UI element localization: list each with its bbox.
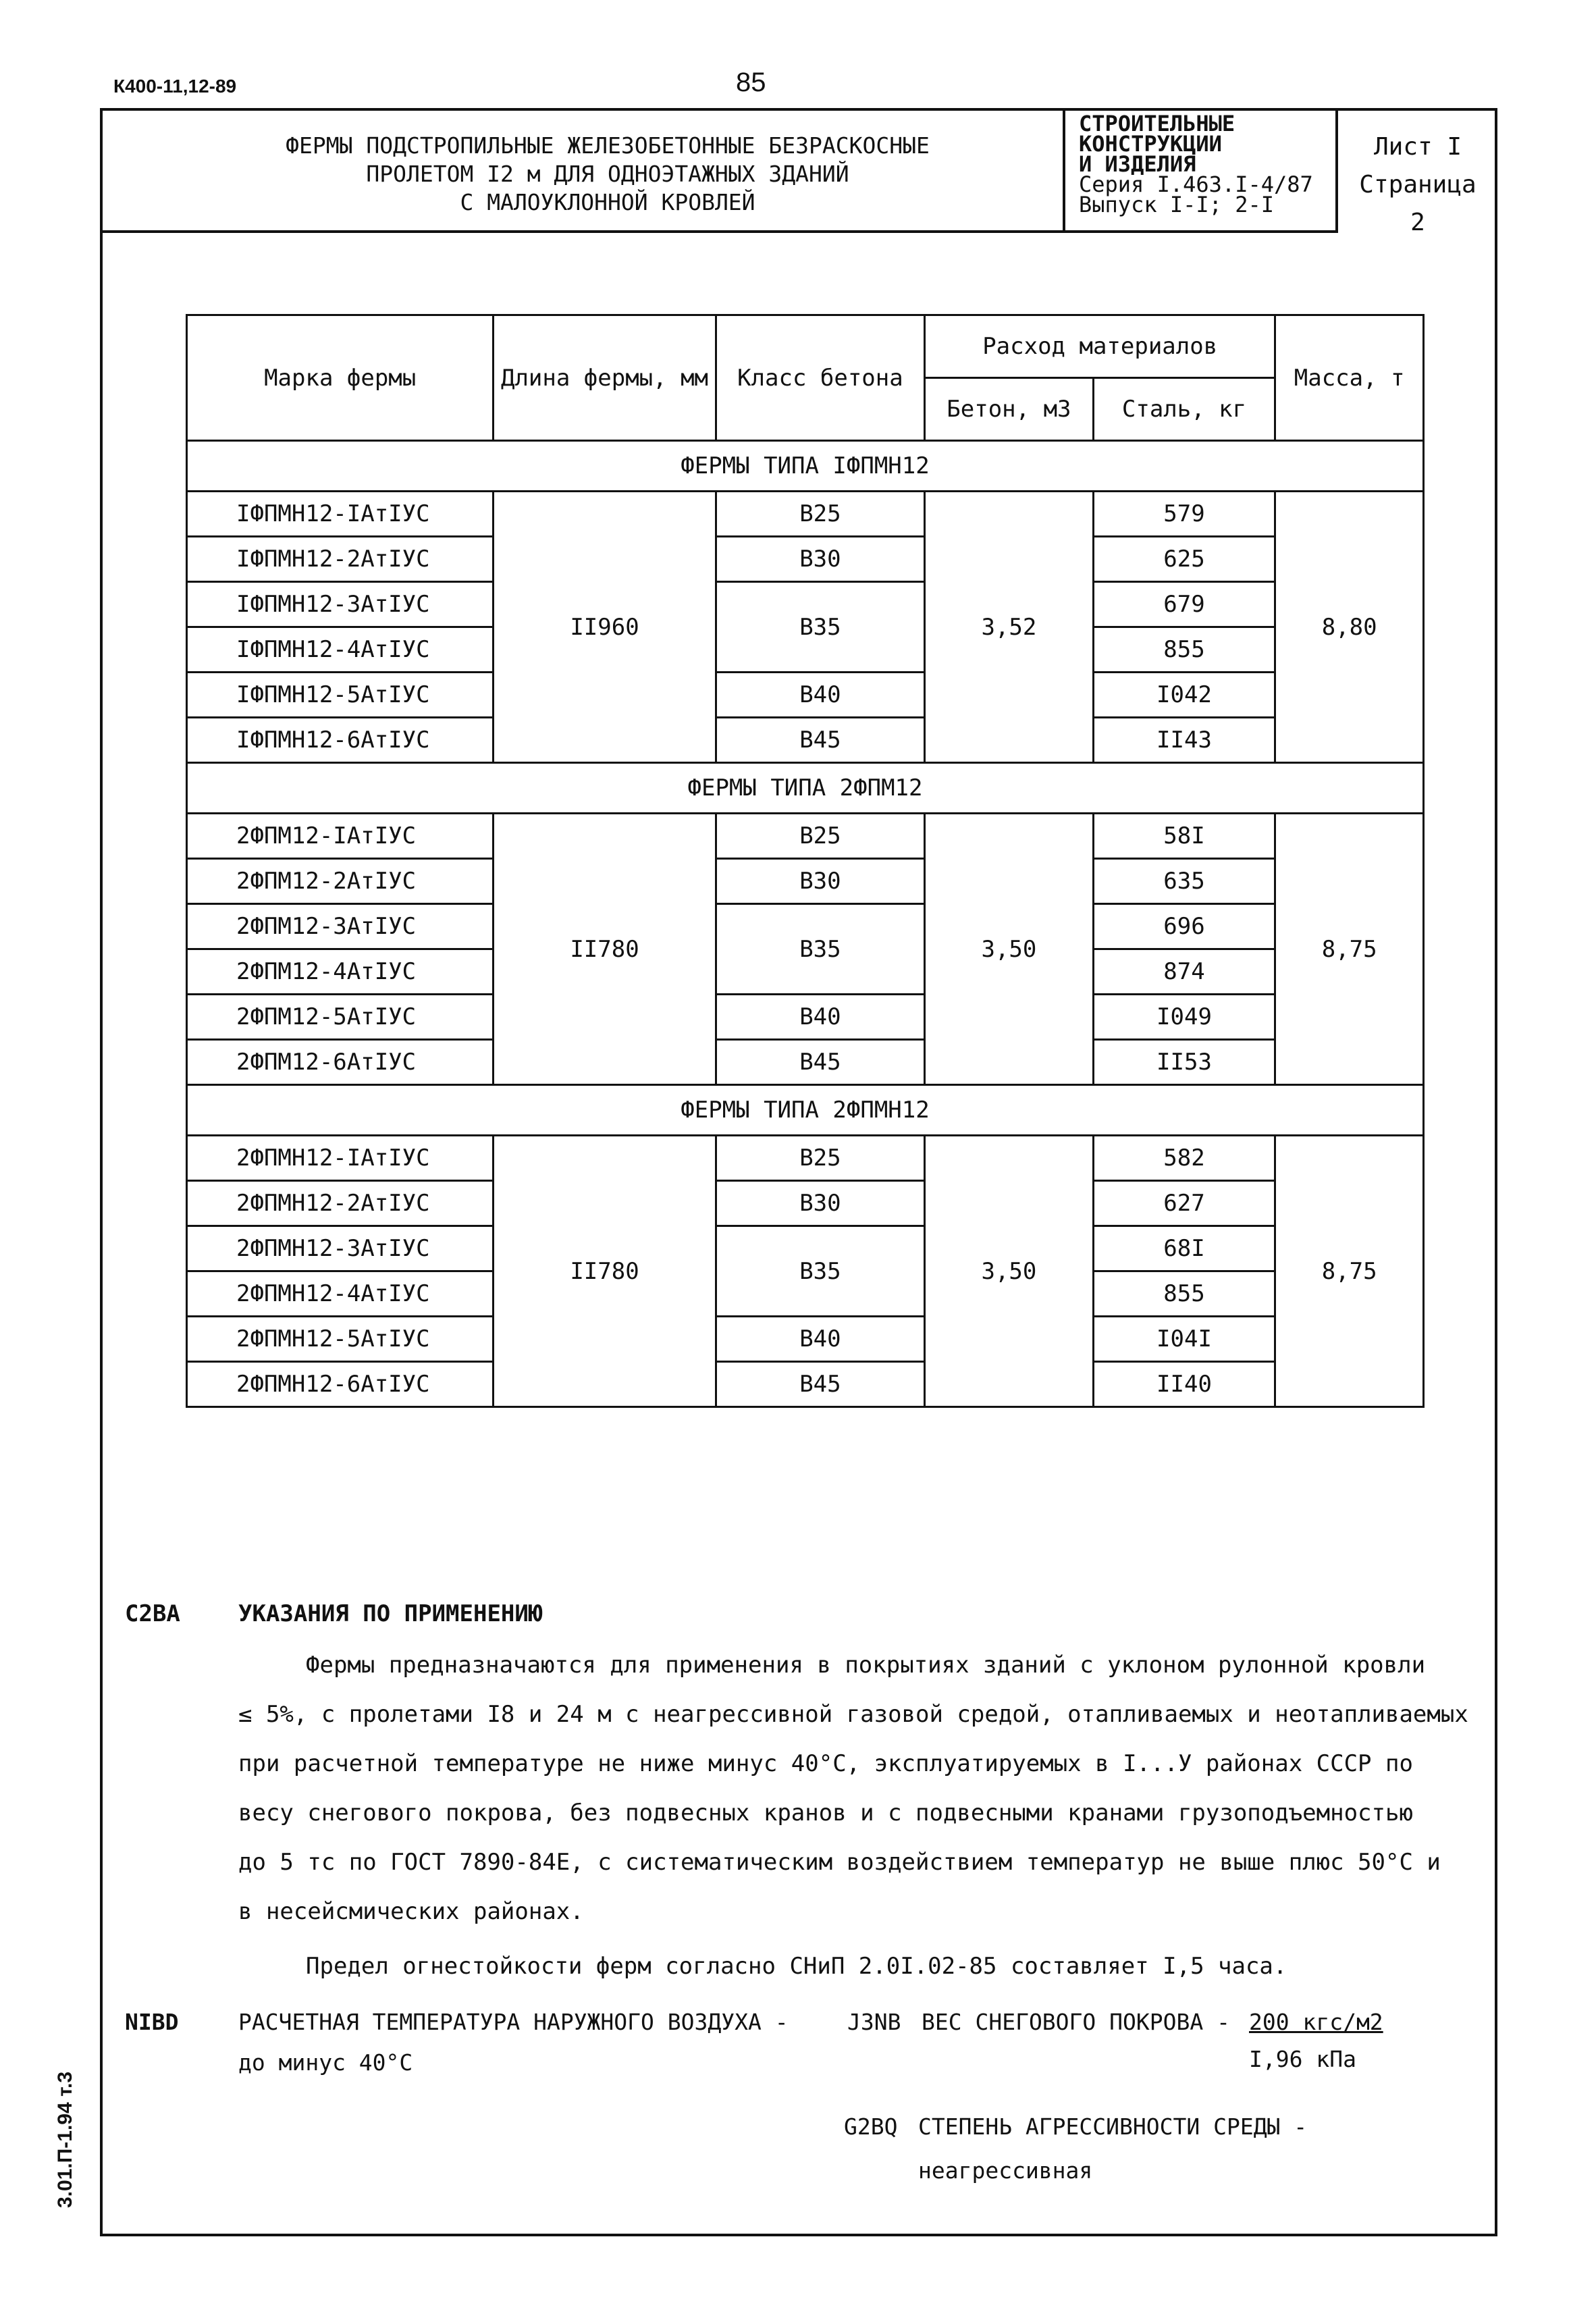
sheet-info	[1347, 128, 1489, 242]
table-cell-mass: 8,80	[1275, 492, 1424, 763]
sheet-page: Страница 2	[1359, 171, 1477, 236]
paragraph-line: в несейсмических районах.	[238, 1898, 584, 1925]
table-cell-steel: 635	[1093, 859, 1275, 904]
header-materials: Расход материалов	[925, 315, 1275, 378]
title-line-2: ПРОЛЕТОМ I2 м ДЛЯ ОДНОЭТАЖНЫХ ЗДАНИЙ	[366, 161, 849, 187]
snow-value-kpa: I,96 кПа	[1249, 2046, 1356, 2072]
series-line-4: Серия I.463.I-4/87	[1079, 172, 1313, 197]
aggr-code: G2BQ	[844, 2113, 898, 2140]
document-title	[189, 132, 1026, 217]
title-line-1: ФЕРМЫ ПОДСТРОПИЛЬНЫЕ ЖЕЛЕЗОБЕТОННЫЕ БЕЗРАСКОСНЫЕ	[286, 132, 930, 159]
paragraph-line: Фермы предназначаются для применения в покрытиях зданий с уклоном рулонной кровли	[306, 1652, 1426, 1679]
table-cell-steel: I049	[1093, 995, 1275, 1040]
series-line-5: Выпуск I-I; 2-I	[1079, 192, 1274, 217]
table-cell-class: B30	[716, 537, 924, 582]
title-line-3: С МАЛОУКЛОННОЙ КРОВЛЕЙ	[460, 189, 755, 215]
table-cell-length: II780	[494, 1136, 716, 1407]
table-cell-steel: 855	[1093, 627, 1275, 673]
paragraph-line: ≤ 5%, с пролетами I8 и 24 м с неагрессивной газовой средой, отапливаемых и неотапливаемых	[238, 1701, 1468, 1728]
table-cell-concrete: 3,50	[925, 814, 1094, 1085]
table-cell-class: B45	[716, 1040, 924, 1085]
table-cell-mark: 2ФПМН12-6АтIУС	[187, 1362, 494, 1407]
table-cell-mass: 8,75	[1275, 814, 1424, 1085]
table-cell-steel: II53	[1093, 1040, 1275, 1085]
group-title: ФЕРМЫ ТИПА 2ФПМ12	[187, 763, 1424, 814]
table-cell-mark: 2ФПМ12-5АтIУС	[187, 995, 494, 1040]
table-cell-steel: 874	[1093, 949, 1275, 995]
header-concrete: Бетон, м3	[925, 378, 1094, 441]
table-cell-mass: 8,75	[1275, 1136, 1424, 1407]
table-cell-mark: IФПМН12-5АтIУС	[187, 673, 494, 718]
snow-value-kgs: 200 кгс/м2	[1249, 2009, 1383, 2035]
table-cell-mark: 2ФПМН12-4АтIУС	[187, 1271, 494, 1317]
header-length: Длина фермы, мм	[494, 315, 716, 441]
table-cell-steel: 696	[1093, 904, 1275, 949]
series-info	[1079, 113, 1313, 215]
aggr-value: неагрессивная	[918, 2157, 1093, 2184]
table-cell-steel: 679	[1093, 582, 1275, 627]
table-cell-mark: IФПМН12-3АтIУС	[187, 582, 494, 627]
header-mark: Марка фермы	[187, 315, 494, 441]
table-cell-mark: 2ФПМН12-IАтIУС	[187, 1136, 494, 1181]
table-cell-mark: IФПМН12-2АтIУС	[187, 537, 494, 582]
table-cell-steel: 58I	[1093, 814, 1275, 859]
header-class: Класс бетона	[716, 315, 924, 441]
table-cell-steel: 582	[1093, 1136, 1275, 1181]
truss-table	[186, 314, 1425, 1408]
table-cell-class: B35	[716, 1226, 924, 1317]
table-cell-steel: 855	[1093, 1271, 1275, 1317]
table-cell-class: B25	[716, 814, 924, 859]
table-cell-mark: 2ФПМ12-IАтIУС	[187, 814, 494, 859]
table-cell-mark: IФПМН12-6АтIУС	[187, 718, 494, 763]
table-cell-class: B45	[716, 1362, 924, 1407]
table-cell-class: B35	[716, 582, 924, 673]
table-cell-class: B45	[716, 718, 924, 763]
table-cell-mark: 2ФПМ12-6АтIУС	[187, 1040, 494, 1085]
table-cell-concrete: 3,50	[925, 1136, 1094, 1407]
instructions-heading: УКАЗАНИЯ ПО ПРИМЕНЕНИЮ	[238, 1600, 543, 1627]
table-cell-steel: 625	[1093, 537, 1275, 582]
snow-code: J3NB	[847, 2009, 901, 2035]
series-line-1: СТРОИТЕЛЬНЫЕ	[1079, 111, 1235, 136]
table-cell-class: B40	[716, 1317, 924, 1362]
table-cell-class: B25	[716, 1136, 924, 1181]
table-cell-steel: 68I	[1093, 1226, 1275, 1271]
table-cell-class: B30	[716, 1181, 924, 1226]
table-cell-class: B35	[716, 904, 924, 995]
page-number: 85	[736, 68, 766, 97]
table-cell-concrete: 3,52	[925, 492, 1094, 763]
table-cell-steel: 627	[1093, 1181, 1275, 1226]
aggr-label: СТЕПЕНЬ АГРЕССИВНОСТИ СРЕДЫ -	[918, 2113, 1308, 2140]
table-cell-mark: 2ФПМН12-5АтIУС	[187, 1317, 494, 1362]
snow-label: ВЕС СНЕГОВОГО ПОКРОВА -	[922, 2009, 1230, 2035]
table-cell-mark: 2ФПМ12-4АтIУС	[187, 949, 494, 995]
table-cell-mark: 2ФПМ12-2АтIУС	[187, 859, 494, 904]
table-cell-steel: II40	[1093, 1362, 1275, 1407]
table-cell-class: B25	[716, 492, 924, 537]
fire-resistance-line: Предел огнестойкости ферм согласно СНиП 2.0I.02-85 составляет I,5 часа.	[306, 1953, 1287, 1980]
series-line-2: КОНСТРУКЦИИ	[1079, 131, 1222, 157]
table-cell-class: B40	[716, 673, 924, 718]
document-code: К400-11,12-89	[113, 76, 237, 97]
table-cell-mark: IФПМН12-IАтIУС	[187, 492, 494, 537]
table-cell-mark: IФПМН12-4АтIУС	[187, 627, 494, 673]
table-cell-mark: 2ФПМ12-3АтIУС	[187, 904, 494, 949]
sheet-number: Лист I	[1373, 133, 1462, 161]
table-cell-steel: 579	[1093, 492, 1275, 537]
instructions-code: C2BA	[125, 1600, 180, 1627]
table-cell-mark: 2ФПМН12-3АтIУС	[187, 1226, 494, 1271]
paragraph-line: при расчетной температуре не ниже минус 40°С, эксплуатируемых в I...У районах СССР по	[238, 1750, 1413, 1777]
table-cell-length: II780	[494, 814, 716, 1085]
header-steel: Сталь, кг	[1093, 378, 1275, 441]
paragraph-line: до 5 тс по ГОСТ 7890-84Е, с систематическим воздействием температур не выше плюс 50°С и	[238, 1849, 1441, 1876]
temp-value: до минус 40°С	[238, 2049, 413, 2076]
instructions-paragraph	[238, 1641, 1474, 1991]
group-title: ФЕРМЫ ТИПА IФПМН12	[187, 441, 1424, 492]
table-cell-mark: 2ФПМН12-2АтIУС	[187, 1181, 494, 1226]
paragraph-line: весу снегового покрова, без подвесных кранов и с подвесными кранами грузоподъемностью	[238, 1799, 1413, 1826]
temp-label: РАСЧЕТНАЯ ТЕМПЕРАТУРА НАРУЖНОГО ВОЗДУХА -	[238, 2009, 789, 2035]
table-cell-steel: II43	[1093, 718, 1275, 763]
header-mass: Масса, т	[1275, 315, 1424, 441]
table-cell-length: II960	[494, 492, 716, 763]
table-cell-steel: I04I	[1093, 1317, 1275, 1362]
temp-code: NIBD	[125, 2009, 179, 2035]
group-title: ФЕРМЫ ТИПА 2ФПМН12	[187, 1085, 1424, 1136]
table-cell-class: B30	[716, 859, 924, 904]
series-line-3: И ИЗДЕЛИЯ	[1079, 151, 1196, 177]
table-cell-class: B40	[716, 995, 924, 1040]
side-code: 3.01.П-1.94 т.3	[54, 2071, 76, 2208]
table-cell-steel: I042	[1093, 673, 1275, 718]
